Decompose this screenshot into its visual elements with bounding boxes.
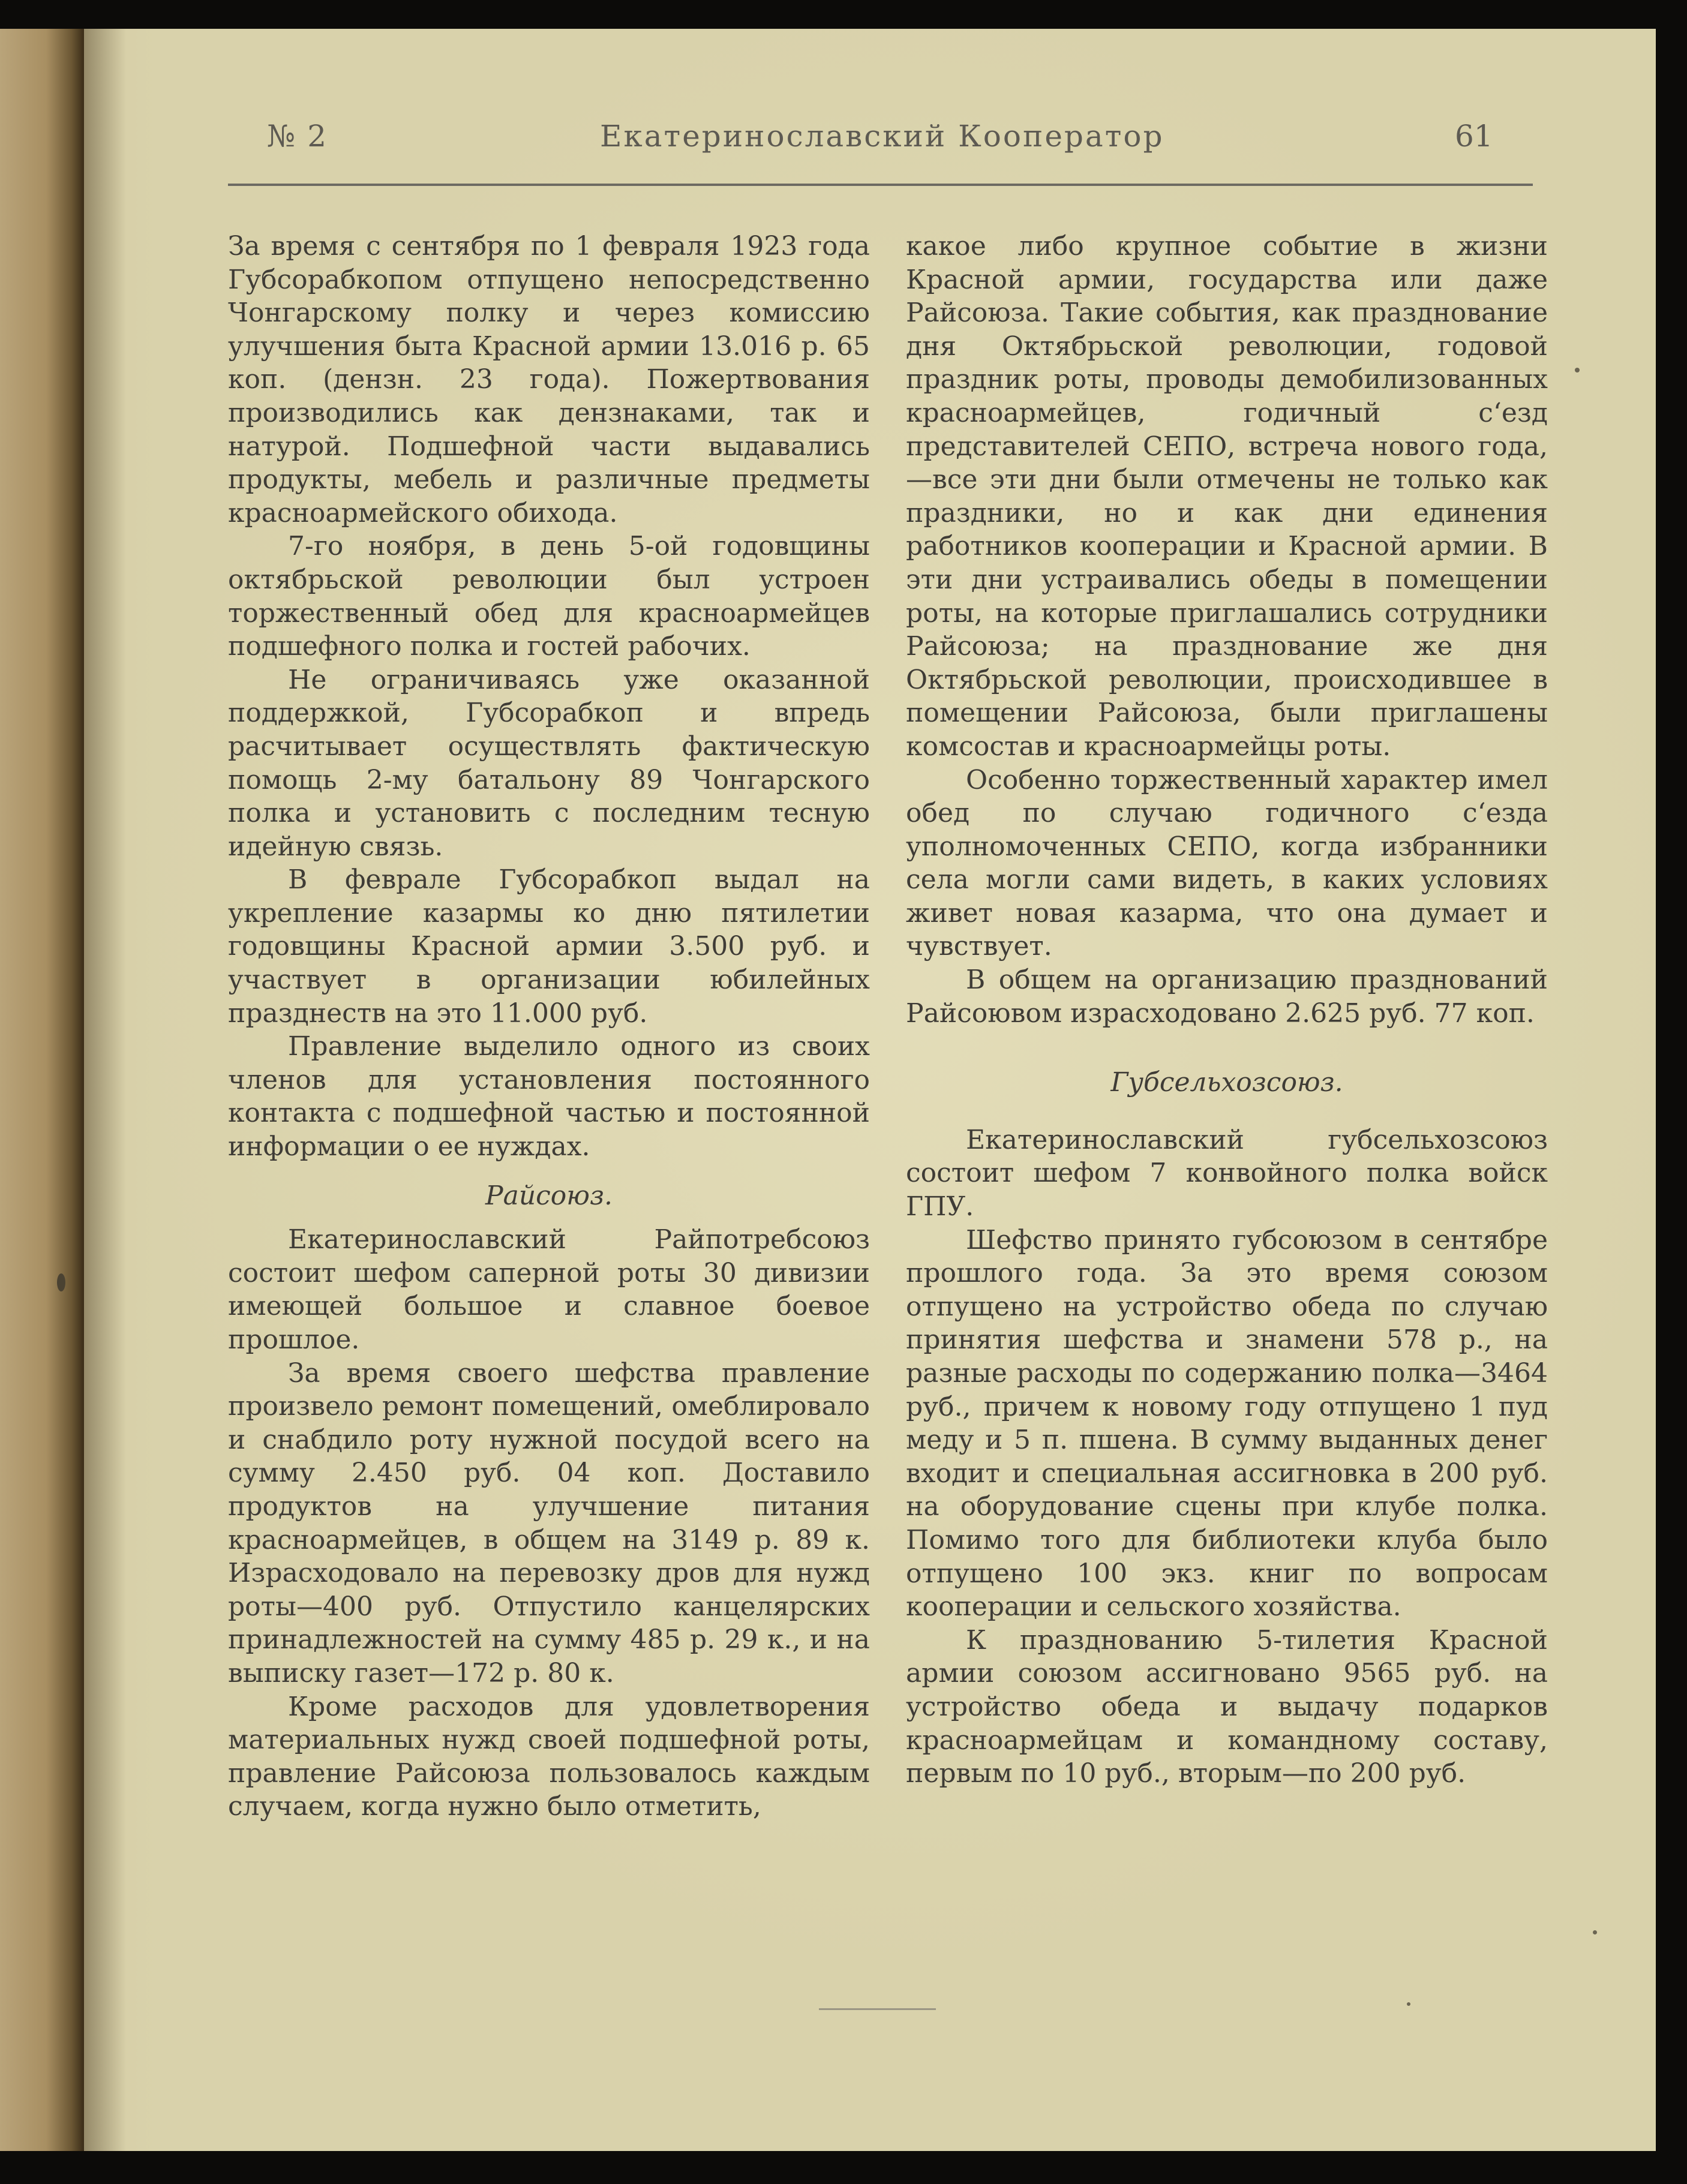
journal-title: Екатеринославский Кооператор (600, 119, 1164, 154)
running-header (0, 119, 1656, 167)
paragraph: Правление выделило одного из своих членов для установления постоянного контакта с подшефной частью и постоянной информации о ее нуждах. (228, 1031, 870, 1162)
paragraph: За время своего шефства правление произвело ремонт помещений, омеблировало и снабдило роту нужной посудой всего на сумму 2.450 руб. 04 коп. Доставило продуктов на улучшение питания красноармейцев, в общем на 3149 р. 89 к. Израсходовало на перевозку дров для нужд роты—400 руб. Отпустило канцелярских принадлежностей на сумму 485 р. 29 к., и на выписку газет—172 р. 80 к. (228, 1357, 870, 1689)
left-page-edge (0, 29, 84, 2151)
paragraph: К празднованию 5-тилетия Красной армии союзом ассигновано 9565 руб. на устройство обеда и выдачу подарков красноармейцам и командному составу, первым по 10 руб., вторым—по 200 руб. (906, 1624, 1548, 1789)
gutter-shadow (84, 29, 126, 2151)
paragraph: За время с сентября по 1 февраля 1923 года Губсорабкопом отпущено непосредственно Чонгарскому полку и через комиссию улучшения быта Красной армии 13.016 р. 65 коп. (дензн. 23 года). Пожертвования производились как дензнаками, так и натурой. Подшефной части выдавались продукты, мебель и различные предметы красноармейского обихода. (228, 231, 870, 528)
paragraph: Шефство принято губсоюзом в сентябре прошлого года. За это время союзом отпущено на устройство обеда по случаю принятия шефства и знамени 578 р., на разные расходы по содержанию полка—3464 руб., причем к новому году отпущено 1 пуд меду и 5 п. пшена. В сумму выданных денег входит и специальная ассигновка в 200 руб. на оборудование сцены при клубе полка. Помимо того для библиотеки клуба было отпущено 100 экз. книг по вопросам кооперации и сельского хозяйства. (906, 1224, 1548, 1623)
paper-speck (1593, 1930, 1597, 1934)
page-scan (0, 29, 1656, 2151)
issue-number: № 2 (267, 119, 328, 154)
paragraph: Екатеринославский губсельхозсоюз состоит шефом 7 конвойного полка войск ГПУ. (906, 1124, 1548, 1222)
paragraph: Кроме расходов для удовлетворения материальных нужд своей подшефной роты, правление Райсоюза пользовалось каждым случаем, когда нужно было отметить, (228, 1691, 870, 1822)
paragraph: 7-го ноября, в день 5-ой годовщины октябрьской революции был устроен торжественный обед для красноармейцев подшефного полка и гостей рабочих. (228, 531, 870, 662)
paper-speck (1407, 2002, 1410, 2006)
left-column (228, 230, 870, 1823)
paragraph: В феврале Губсорабкоп выдал на укрепление казармы ко дню пятилетии годовщины Красной армии 3.500 руб. и участвует в организации юбилейных празднеств на это 11.000 руб. (228, 864, 870, 1029)
paragraph: какое либо крупное событие в жизни Красной армии, государства или даже Райсоюза. Такие события, как празднование дня Октябрьской революции, годовой праздник роты, проводы демобилизованных красноармейцев, годичный с‘езд представителей СЕПО, встреча нового года, —все эти дни были отмечены не только как праздники, но и как дни единения работников кооперации и Красной армии. В эти дни устраивались обеды в помещении роты, на которые приглашались сотрудники Райсоюза; на празднование же дня Октябрьской революции, происходившее в помещении Райсоюза, были приглашены комсостав и красноармейцы роты. (906, 231, 1548, 762)
paragraph: Не ограничиваясь уже оказанной поддержкой, Губсорабкоп и впредь расчитывает осуществлять фактическую помощь 2-му батальону 89 Чонгарского полка и установить с последним тесную идейную связь. (228, 664, 870, 862)
header-rule (228, 184, 1533, 186)
right-column (906, 230, 1548, 1791)
end-rule (819, 2008, 936, 2010)
paper-speck (1575, 368, 1580, 372)
paper-speck (57, 1273, 65, 1291)
section-heading: Райсоюз. (485, 1180, 613, 1211)
section-heading: Губсельхозсоюз. (1110, 1067, 1343, 1098)
paragraph: Екатеринославский Райпотребсоюз состоит шефом саперной роты 30 дивизии имеющей большое и славное боевое прошлое. (228, 1224, 870, 1355)
page-number: 61 (1455, 119, 1493, 154)
paragraph: В общем на организацию празднований Райсоювом израсходовано 2.625 руб. 77 коп. (906, 965, 1548, 1029)
paragraph: Особенно торжественный характер имел обед по случаю годичного с‘езда уполномоченных СЕПО, когда избранники села могли сами видеть, в каких условиях живет новая казарма, что она думает и чувствует. (906, 764, 1548, 962)
